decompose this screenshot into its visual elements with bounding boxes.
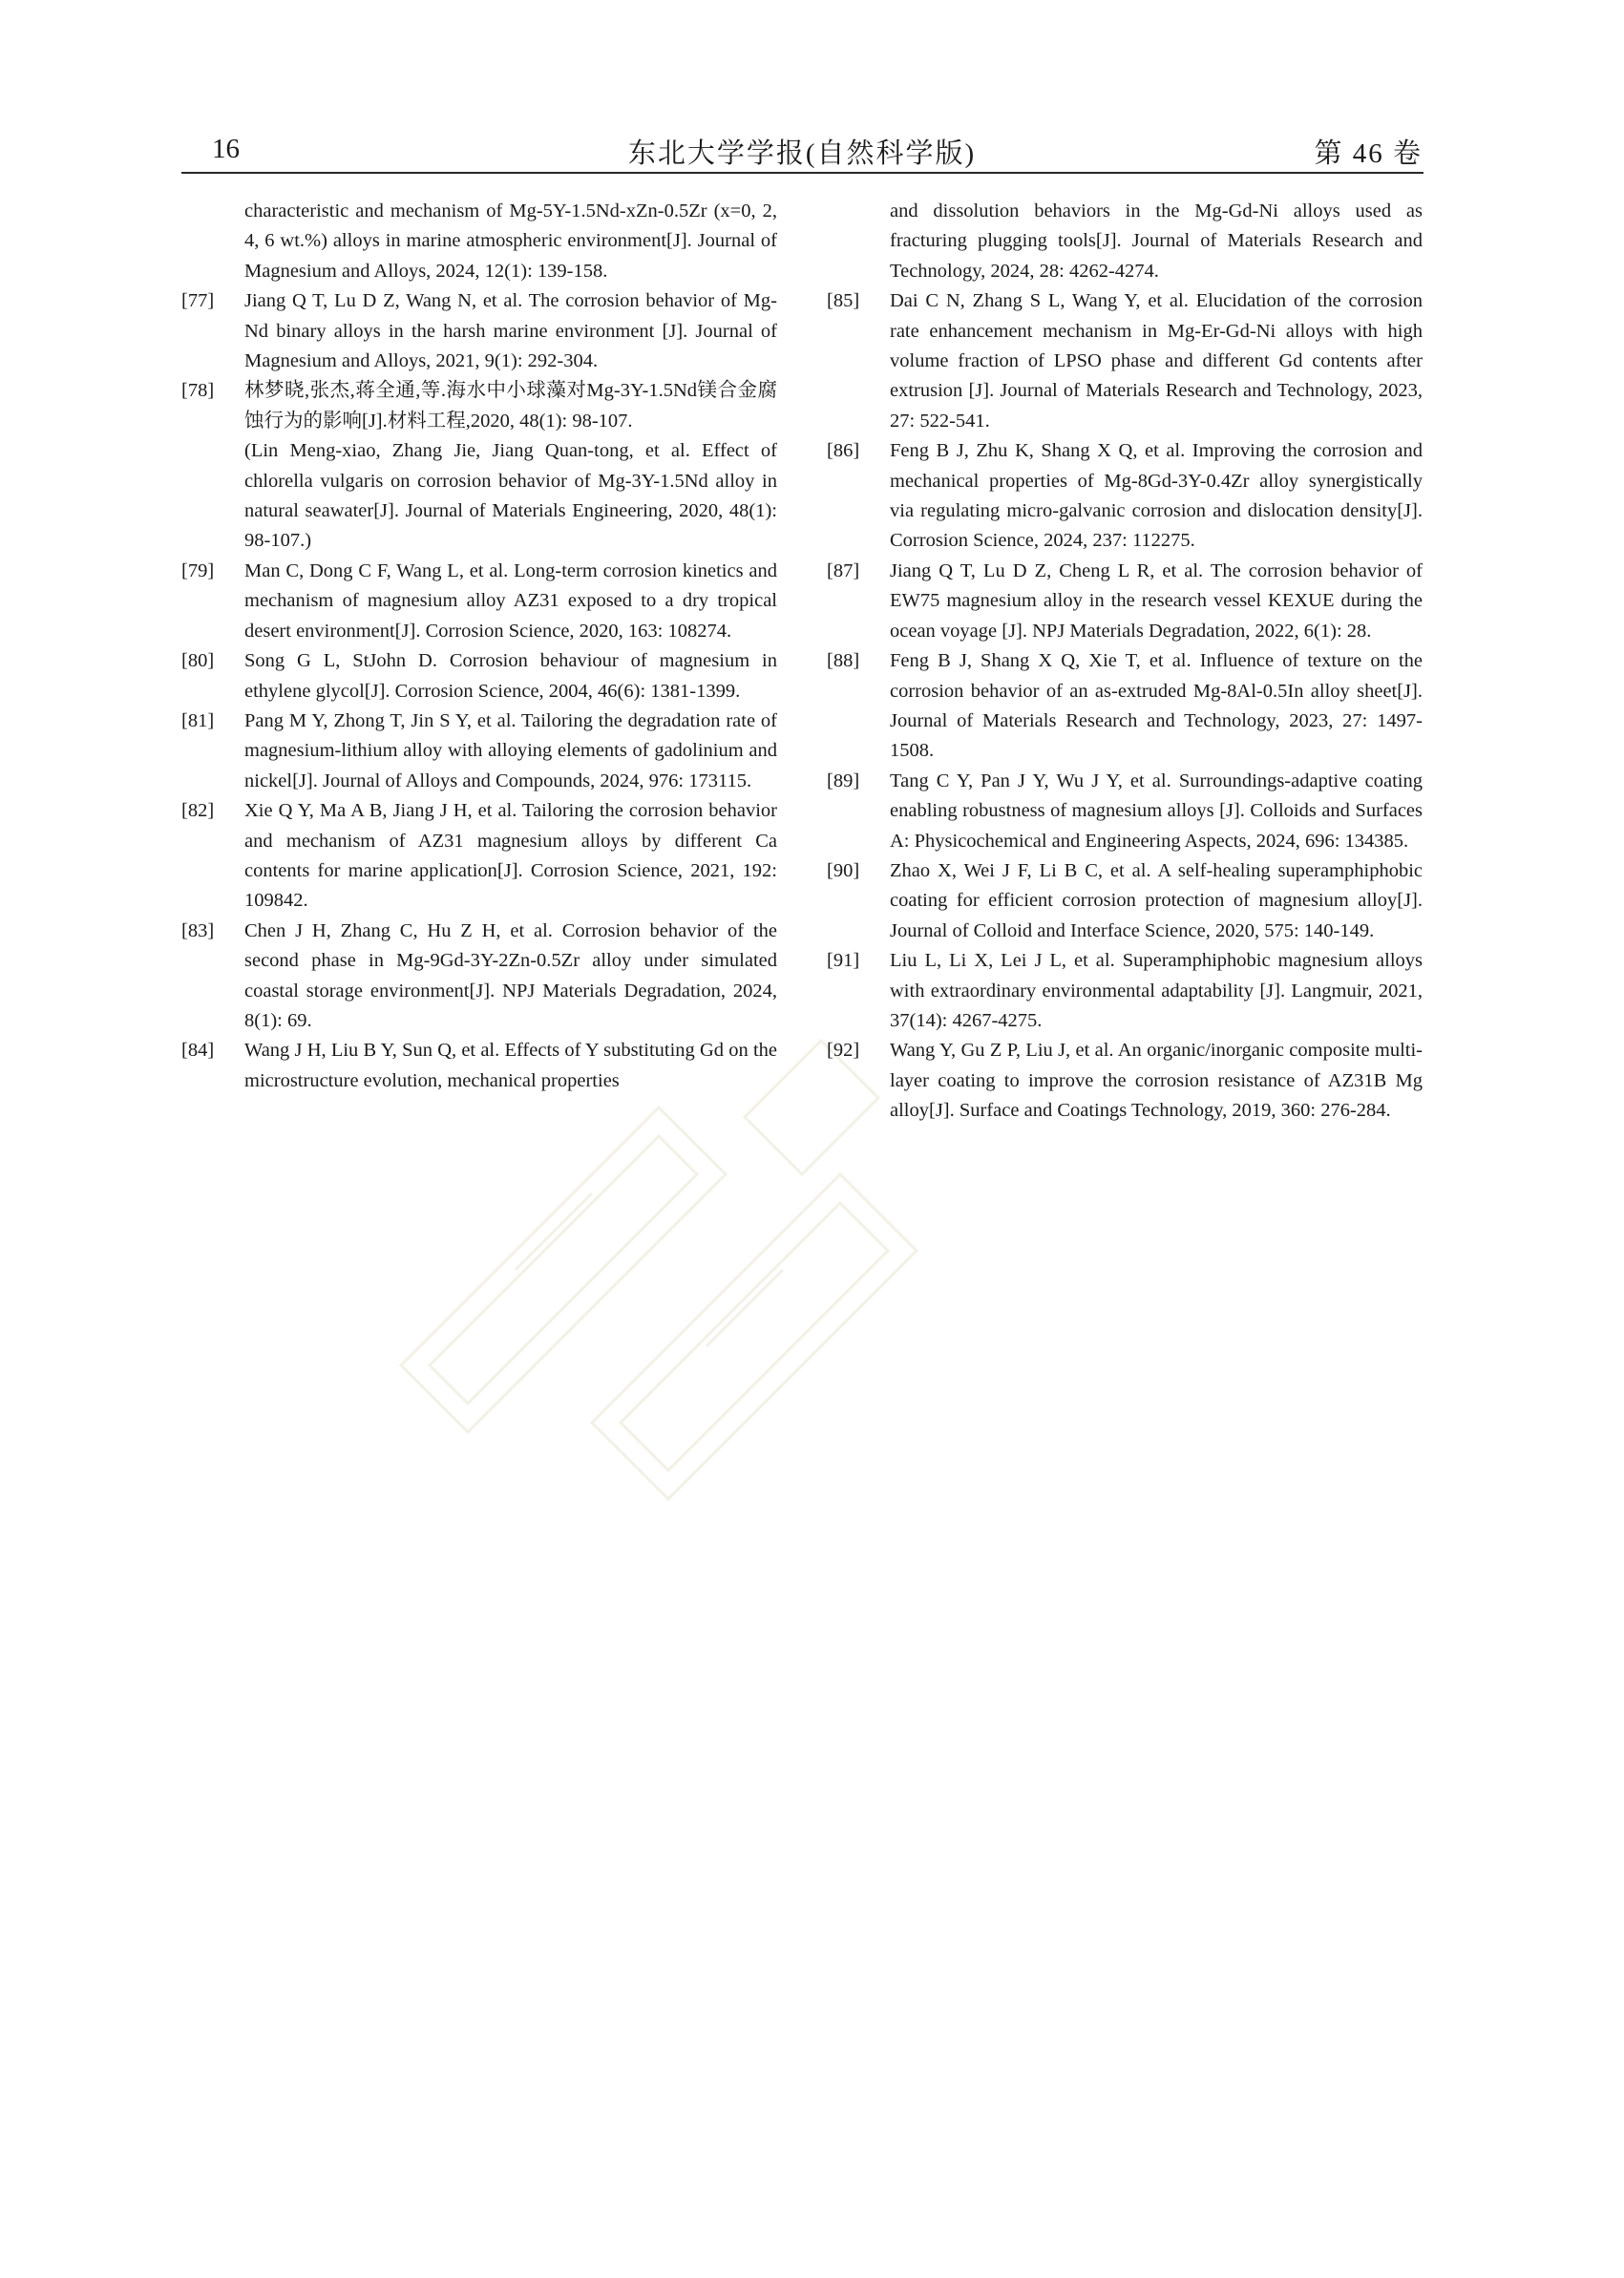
reference-text: Dai C N, Zhang S L, Wang Y, et al. Elucidation of the corrosion rate enhancement mechanism in Mg-Er-Gd-Ni alloys with high volume fraction of LPSO phase and different Gd contents after extrusion [J]. Journal of Materials Research and Technology, 2023, 27: 522-541. <box>890 290 1423 432</box>
page-number: 16 <box>212 134 240 164</box>
header-rule <box>181 172 1424 174</box>
reference-item <box>181 286 777 376</box>
reference-number: [89] <box>827 770 860 791</box>
reference-text: Liu L, Li X, Lei J L, et al. Superamphiphobic magnesium alloys with extraordinary environmental adaptability [J]. Langmuir, 2021, 37(14): 4267-4275. <box>890 950 1423 1031</box>
journal-title: 东北大学学报(自然科学版) <box>627 138 977 169</box>
reference-number: [81] <box>181 709 215 731</box>
reference-item <box>181 796 777 917</box>
reference-number: [80] <box>181 650 215 672</box>
reference-number: [86] <box>827 440 860 462</box>
reference-text: 林梦晓,张杰,蒋全通,等.海水中小球藻对Mg-3Y-1.5Nd镁合金腐蚀行为的影响[J].材料工程,2020, 48(1): 98-107. <box>244 380 777 432</box>
reference-number: [87] <box>827 559 860 581</box>
reference-item <box>181 707 777 796</box>
reference-text: and dissolution behaviors in the Mg-Gd-Ni alloys used as fracturing plugging tools[J]. Journal of Materials Research and Technology, 2024, 28: 4262-4274. <box>890 200 1423 282</box>
reference-item <box>181 917 777 1037</box>
reference-text: Tang C Y, Pan J Y, Wu J Y, et al. Surroundings-adaptive coating enabling robustness of magnesium alloys [J]. Colloids and Surfaces A: Physicochemical and Engineering Aspects, 2024, 696: 134385. <box>890 770 1423 852</box>
reference-text: Man C, Dong C F, Wang L, et al. Long-term corrosion kinetics and mechanism of magnesium alloy AZ31 exposed to a dry tropical desert environment[J]. Corrosion Science, 2020, 163: 108274. <box>244 559 777 642</box>
reference-text: Feng B J, Shang X Q, Xie T, et al. Influence of texture on the corrosion behavior of an as-extruded Mg-8Al-0.5In alloy sheet[J]. Journal of Materials Research and Technology, 2023, 27: 1497-1508. <box>890 650 1423 762</box>
reference-text: Zhao X, Wei J F, Li B C, et al. A self-healing superamphiphobic coating for efficient corrosion protection of magnesium alloy[J]. Journal of Colloid and Interface Science, 2020, 575: 140-149. <box>890 859 1423 941</box>
volume-label: 第 46 卷 <box>1314 138 1423 169</box>
reference-number: [83] <box>181 919 215 941</box>
reference-number: [84] <box>181 1040 215 1062</box>
reference-item <box>827 197 1423 286</box>
reference-text: Feng B J, Zhu K, Shang X Q, et al. Improving the corrosion and mechanical properties of Mg-8Gd-3Y-0.4Zr alloy synergistically via regulating micro-galvanic corrosion and dislocation density[J]. Corrosion Science, 2024, 237: 112275. <box>890 440 1423 552</box>
reference-translation: (Lin Meng-xiao, Zhang Jie, Jiang Quan-tong, et al. Effect of chlorella vulgaris on corrosion behavior of Mg-3Y-1.5Nd alloy in natural seawater[J]. Journal of Materials Engineering, 2020, 48(1): 98-107.) <box>244 440 777 552</box>
references-right-column <box>827 197 1423 1127</box>
reference-text: Chen J H, Zhang C, Hu Z H, et al. Corrosion behavior of the second phase in Mg-9Gd-3Y-2Zn-0.5Zr alloy under simulated coastal storage environment[J]. NPJ Materials Degradation, 2024, 8(1): 69. <box>244 919 777 1031</box>
reference-item <box>181 1036 777 1096</box>
reference-item <box>181 557 777 646</box>
reference-number: [92] <box>827 1040 860 1062</box>
reference-number: [90] <box>827 859 860 881</box>
reference-number: [79] <box>181 559 215 581</box>
reference-item <box>827 436 1423 557</box>
reference-text: Wang Y, Gu Z P, Liu J, et al. An organic/inorganic composite multi-layer coating to improve the corrosion resistance of AZ31B Mg alloy[J]. Surface and Coatings Technology, 2019, 360: 276-284. <box>890 1040 1423 1122</box>
reference-text: Wang J H, Liu B Y, Sun Q, et al. Effects of Y substituting Gd on the microstructure evolution, mechanical properties <box>244 1040 777 1091</box>
reference-text: Pang M Y, Zhong T, Jin S Y, et al. Tailoring the degradation rate of magnesium-lithium alloy with alloying elements of gadolinium and nickel[J]. Journal of Alloys and Compounds, 2024, 976: 173115. <box>244 709 777 791</box>
page-header <box>181 122 1423 168</box>
reference-number: [91] <box>827 950 860 972</box>
reference-item <box>181 197 777 286</box>
reference-item <box>181 376 777 556</box>
reference-item <box>827 856 1423 946</box>
reference-item <box>827 767 1423 856</box>
reference-number: [77] <box>181 290 215 312</box>
reference-item <box>827 557 1423 646</box>
reference-number: [85] <box>827 290 860 312</box>
reference-text: characteristic and mechanism of Mg-5Y-1.5Nd-xZn-0.5Zr (x=0, 2, 4, 6 wt.%) alloys in marine atmospheric environment[J]. Journal of Magnesium and Alloys, 2024, 12(1): 139-158. <box>244 200 777 282</box>
reference-text: Jiang Q T, Lu D Z, Wang N, et al. The corrosion behavior of Mg-Nd binary alloys in the harsh marine environment [J]. Journal of Magnesium and Alloys, 2021, 9(1): 292-304. <box>244 290 777 372</box>
reference-item <box>827 946 1423 1036</box>
reference-item <box>827 646 1423 767</box>
reference-text: Song G L, StJohn D. Corrosion behaviour of magnesium in ethylene glycol[J]. Corrosion Science, 2004, 46(6): 1381-1399. <box>244 650 777 702</box>
reference-item <box>827 286 1423 436</box>
reference-text: Xie Q Y, Ma A B, Jiang J H, et al. Tailoring the corrosion behavior and mechanism of AZ31 magnesium alloys by different Ca contents for marine application[J]. Corrosion Science, 2021, 192: 109842. <box>244 800 777 912</box>
references-left-column <box>181 197 777 1096</box>
reference-number: [78] <box>181 380 215 402</box>
reference-number: [88] <box>827 650 860 672</box>
reference-number: [82] <box>181 800 215 822</box>
reference-item <box>181 646 777 707</box>
reference-item <box>827 1036 1423 1126</box>
reference-text: Jiang Q T, Lu D Z, Cheng L R, et al. The corrosion behavior of EW75 magnesium alloy in the research vessel KEXUE during the ocean voyage [J]. NPJ Materials Degradation, 2022, 6(1): 28. <box>890 559 1423 642</box>
